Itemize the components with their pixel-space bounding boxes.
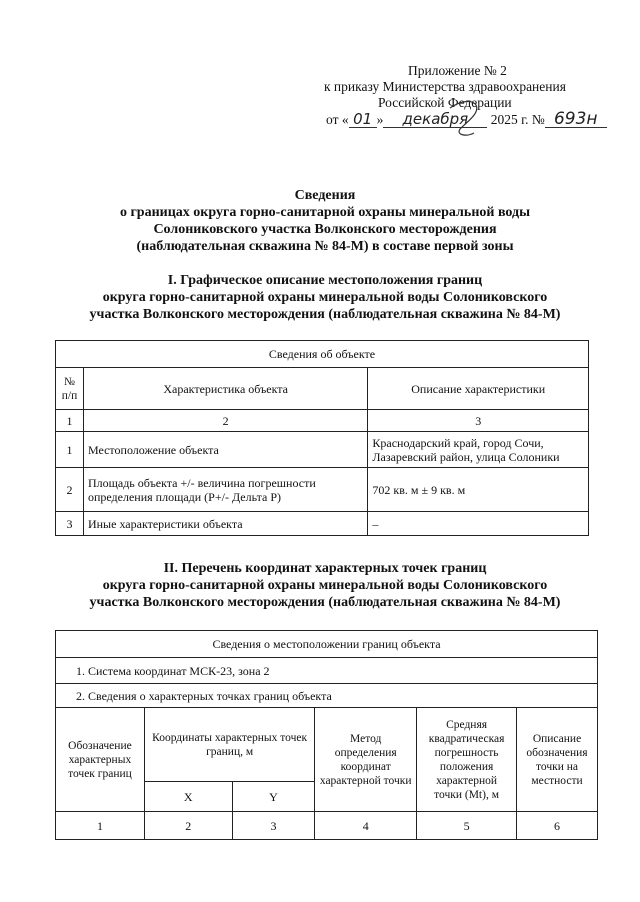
table-caption: Сведения об объекте xyxy=(56,341,589,368)
document-title: Сведения о границах округа горно-санитарной охраны минеральной воды Солониковского участка Волконского месторождения (наблюдательная скважина № 84-М) в составе первой зоны xyxy=(119,188,531,254)
header-point-description: Описание обозначения точки на местности xyxy=(517,708,598,812)
order-date-line: от « 01 » декабря 2025 г. № 693н xyxy=(300,111,620,131)
header-description: Описание характеристики xyxy=(368,368,589,410)
table-row: 2 Площадь объекта +/- величина погрешности определения площади (Р+/- Дельта Р) 702 кв. м ± 9 кв. м xyxy=(56,468,589,512)
table-caption: Сведения о местоположении границ объекта xyxy=(56,631,598,658)
appendix-number: Приложение № 2 xyxy=(408,63,507,78)
header-method: Метод определения координат характерной точки xyxy=(315,708,417,812)
order-reference: к приказу Министерства здравоохранения xyxy=(324,79,566,94)
header-number: № п/п xyxy=(56,368,84,410)
header-coordinates: Координаты характерных точек границ, м xyxy=(144,708,314,782)
header-y: Y xyxy=(232,782,315,812)
coordinate-system: 1. Система координат МСК-23, зона 2 xyxy=(56,658,598,684)
table-row: 1 Местоположение объекта Краснодарский край, город Сочи, Лазаревский район, улица Солоники xyxy=(56,432,589,468)
header-x: X xyxy=(144,782,232,812)
header-point-name: Обозначение характерных точек границ xyxy=(56,708,145,812)
handwritten-month: декабря xyxy=(383,111,487,128)
object-info-table: Сведения об объекте № п/п Характеристика объекта Описание характеристики 1 2 3 1 Местоположение объекта Краснодарский край, город Сочи, Лазаревский район, улица Солоники 2 Площадь объекта +/- величина погрешности определения площади (Р+/- Дельта Р) 702 кв. м ± 9 кв. м 3 Иные характеристики объекта – xyxy=(55,340,589,536)
handwritten-day: 01 xyxy=(349,111,377,128)
points-info: 2. Сведения о характерных точках границ объекта xyxy=(56,684,598,708)
appendix-header xyxy=(300,63,620,131)
section-2-heading: II. Перечень координат характерных точек границ округа горно-санитарной охраны минеральной воды Солониковского участка Волконского месторождения (наблюдательная скважина № 84-М) xyxy=(89,561,561,610)
section-1-heading: I. Графическое описание местоположения границ округа горно-санитарной охраны минеральной воды Солониковского участка Волконского месторождения (наблюдательная скважина № 84-М) xyxy=(89,273,561,322)
federation-name: Российской Федерации xyxy=(378,95,512,110)
handwritten-order-number: 693н xyxy=(545,111,607,128)
table-row: 3 Иные характеристики объекта – xyxy=(56,512,589,536)
boundary-points-table: Сведения о местоположении границ объекта 1. Система координат МСК-23, зона 2 2. Сведения о характерных точках границ объекта Обозначение характерных точек границ Координаты характерных точек границ, м Метод определения координат характерной точки Средняя квадратическая погрешность положения характерной точки (Mt), м Описание обозначения точки на местности X Y 1 2 3 4 5 6 xyxy=(55,630,598,840)
header-characteristic: Характеристика объекта xyxy=(83,368,367,410)
header-error: Средняя квадратическая погрешность положения характерной точки (Mt), м xyxy=(417,708,517,812)
signature-stroke xyxy=(300,63,620,153)
